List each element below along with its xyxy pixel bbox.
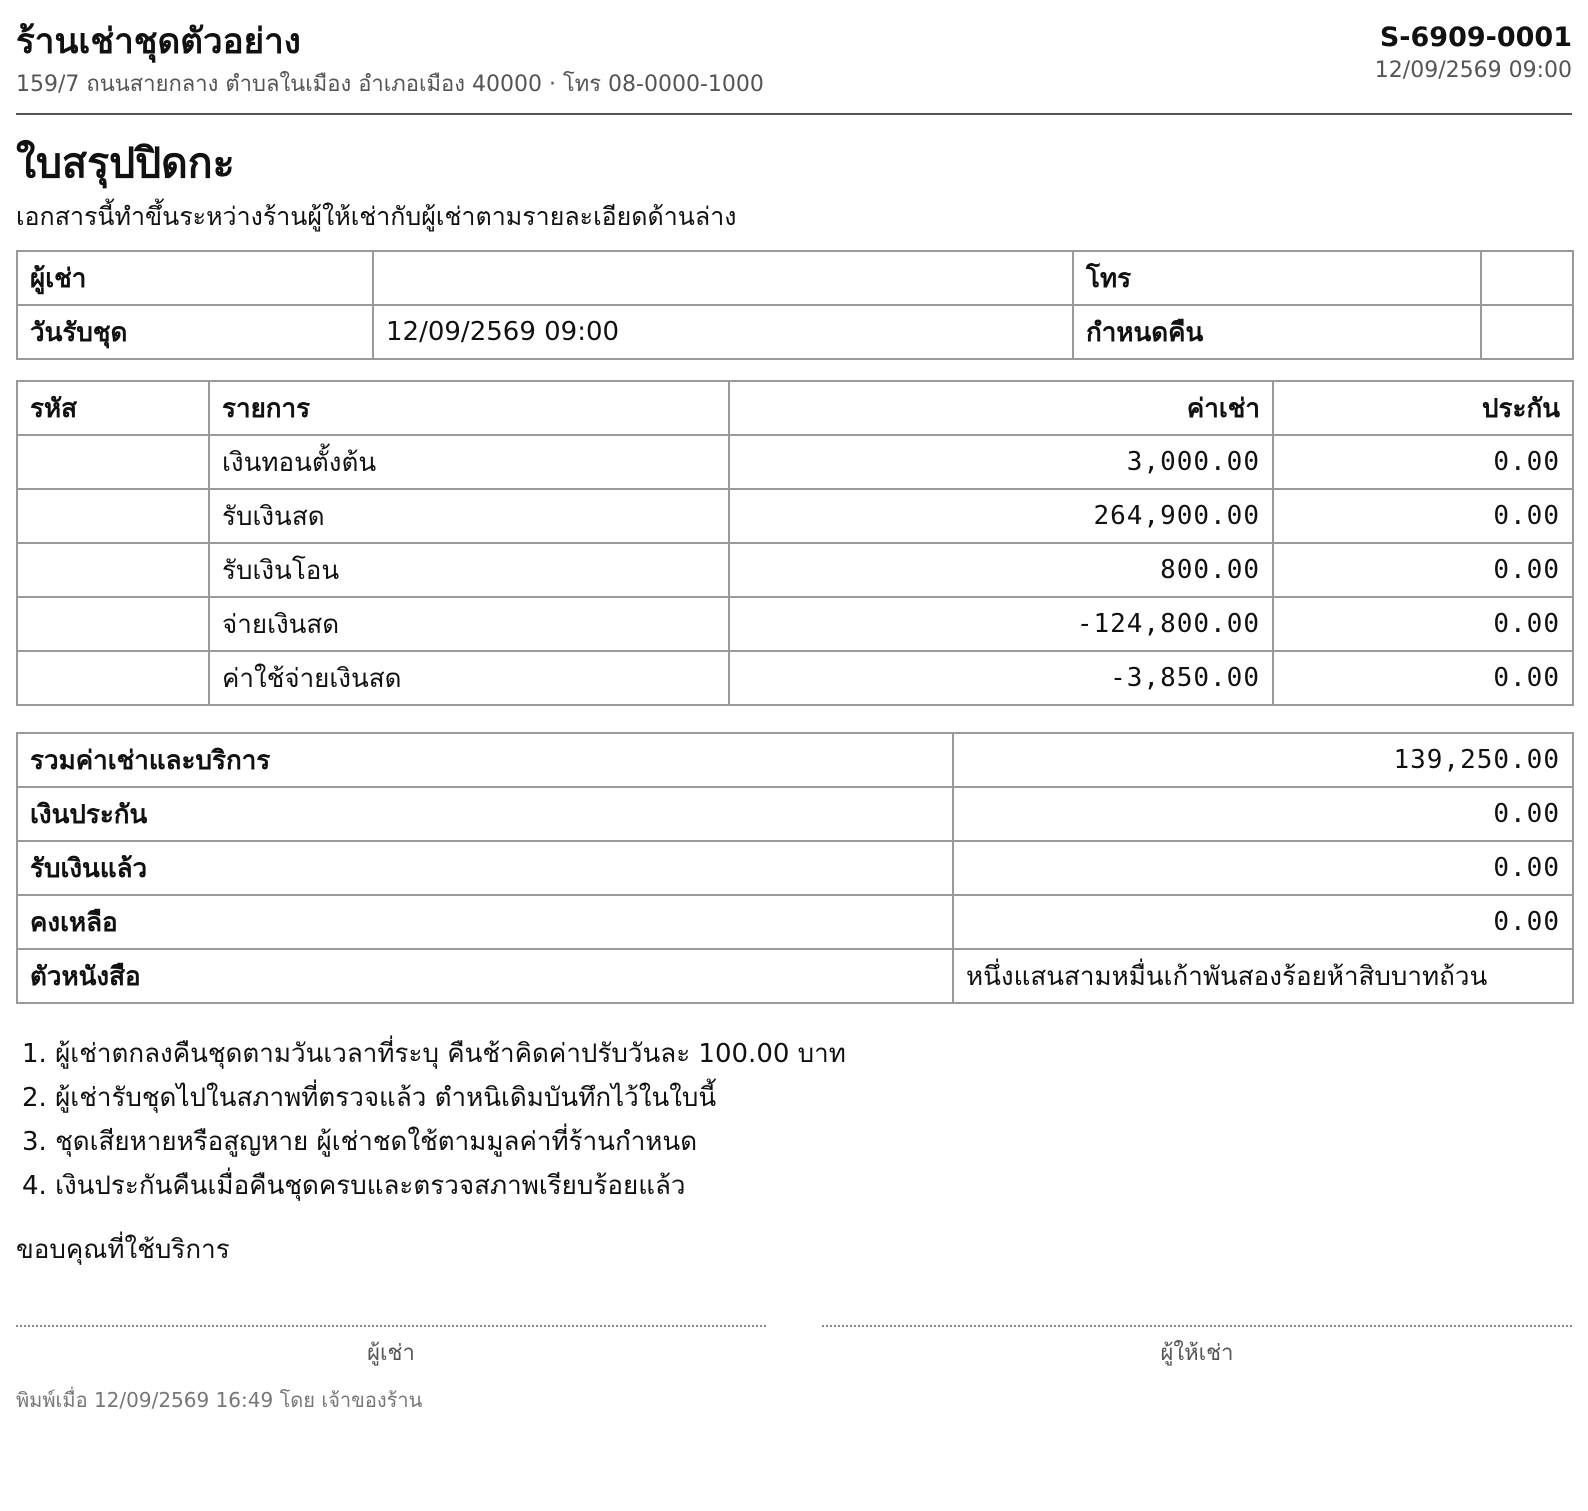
item-rent: 3,000.00 bbox=[729, 435, 1273, 489]
due-label: กำหนดคืน bbox=[1073, 305, 1481, 359]
renter-signature-line bbox=[16, 1325, 766, 1369]
document-datetime: 12/09/2569 09:00 bbox=[1374, 58, 1572, 83]
item-rent: 264,900.00 bbox=[729, 489, 1273, 543]
item-code bbox=[17, 651, 209, 705]
item-rent: -124,800.00 bbox=[729, 597, 1273, 651]
header-rent: ค่าเช่า bbox=[729, 381, 1273, 435]
items-header-row bbox=[17, 381, 1573, 435]
term-item: 2. ผู้เช่ารับชุดไปในสภาพที่ตรวจแล้ว ตำหนิเดิมบันทึกไว้ในใบนี้ bbox=[22, 1083, 717, 1113]
items-table bbox=[16, 380, 1574, 706]
table-row bbox=[17, 651, 1573, 705]
phone-label: โทร bbox=[1073, 251, 1481, 305]
item-deposit: 0.00 bbox=[1273, 597, 1573, 651]
phone-value bbox=[1481, 251, 1573, 305]
paid-label: รับเงินแล้ว bbox=[17, 841, 953, 895]
paid-row bbox=[17, 841, 1573, 895]
page-title: ใบสรุปปิดกะ bbox=[16, 139, 235, 187]
balance-row bbox=[17, 895, 1573, 949]
renter-info-table bbox=[16, 250, 1574, 360]
term-item: 3. ชุดเสียหายหรือสูญหาย ผู้เช่าชดใช้ตามมูลค่าที่ร้านกำหนด bbox=[22, 1127, 698, 1157]
item-code bbox=[17, 489, 209, 543]
shift-close-summary bbox=[16, 0, 1572, 1511]
document-number: S-6909-0001 bbox=[1379, 22, 1572, 53]
terms-list bbox=[22, 1032, 846, 1208]
amount-in-words-row bbox=[17, 949, 1573, 1003]
renter-row bbox=[17, 251, 1573, 305]
table-row bbox=[17, 489, 1573, 543]
item-deposit: 0.00 bbox=[1273, 489, 1573, 543]
lessor-signature-label: ผู้ให้เช่า bbox=[1160, 1341, 1234, 1366]
thank-you-note: ขอบคุณที่ใช้บริการ bbox=[16, 1235, 230, 1265]
term-item: 1. ผู้เช่าตกลงคืนชุดตามวันเวลาที่ระบุ คืนช้าคิดค่าปรับวันละ 100.00 บาท bbox=[22, 1039, 846, 1069]
page-subtitle: เอกสารนี้ทำขึ้นระหว่างร้านผู้ให้เช่ากับผู้เช่าตามรายละเอียดด้านล่าง bbox=[16, 202, 737, 231]
table-row bbox=[17, 435, 1573, 489]
item-name: จ่ายเงินสด bbox=[209, 597, 729, 651]
item-deposit: 0.00 bbox=[1273, 651, 1573, 705]
item-name: รับเงินโอน bbox=[209, 543, 729, 597]
term-item: 4. เงินประกันคืนเมื่อคืนชุดครบและตรวจสภาพเรียบร้อยแล้ว bbox=[22, 1171, 686, 1201]
lessor-signature-line bbox=[822, 1325, 1572, 1369]
document-header bbox=[16, 0, 1572, 115]
deposit-label: เงินประกัน bbox=[17, 787, 953, 841]
item-name: รับเงินสด bbox=[209, 489, 729, 543]
table-row bbox=[17, 597, 1573, 651]
renter-signature-label: ผู้เช่า bbox=[367, 1341, 415, 1366]
shop-name: ร้านเช่าชุดตัวอย่าง bbox=[16, 22, 301, 62]
total-rent-row bbox=[17, 733, 1573, 787]
item-name: เงินทอนตั้งต้น bbox=[209, 435, 729, 489]
deposit-row bbox=[17, 787, 1573, 841]
item-code bbox=[17, 543, 209, 597]
paid-value: 0.00 bbox=[953, 841, 1573, 895]
shop-address: 159/7 ถนนสายกลาง ตำบลในเมือง อำเภอเมือง 40000 · โทร 08-0000-1000 bbox=[16, 72, 764, 97]
header-deposit: ประกัน bbox=[1273, 381, 1573, 435]
pickup-row bbox=[17, 305, 1573, 359]
deposit-value: 0.00 bbox=[953, 787, 1573, 841]
item-deposit: 0.00 bbox=[1273, 435, 1573, 489]
pickup-value: 12/09/2569 09:00 bbox=[373, 305, 1073, 359]
table-row bbox=[17, 543, 1573, 597]
totals-table bbox=[16, 732, 1574, 1004]
item-code bbox=[17, 435, 209, 489]
amount-in-words-value: หนึ่งแสนสามหมื่นเก้าพันสองร้อยห้าสิบบาทถ้วน bbox=[953, 949, 1573, 1003]
renter-label: ผู้เช่า bbox=[17, 251, 373, 305]
item-rent: -3,850.00 bbox=[729, 651, 1273, 705]
total-rent-label: รวมค่าเช่าและบริการ bbox=[17, 733, 953, 787]
item-code bbox=[17, 597, 209, 651]
header-item: รายการ bbox=[209, 381, 729, 435]
pickup-label: วันรับชุด bbox=[17, 305, 373, 359]
due-value bbox=[1481, 305, 1573, 359]
balance-value: 0.00 bbox=[953, 895, 1573, 949]
header-code: รหัส bbox=[17, 381, 209, 435]
item-deposit: 0.00 bbox=[1273, 543, 1573, 597]
print-footer: พิมพ์เมื่อ 12/09/2569 16:49 โดย เจ้าของร้าน bbox=[16, 1388, 423, 1412]
total-rent-value: 139,250.00 bbox=[953, 733, 1573, 787]
amount-in-words-label: ตัวหนังสือ bbox=[17, 949, 953, 1003]
item-rent: 800.00 bbox=[729, 543, 1273, 597]
item-name: ค่าใช้จ่ายเงินสด bbox=[209, 651, 729, 705]
renter-value bbox=[373, 251, 1073, 305]
balance-label: คงเหลือ bbox=[17, 895, 953, 949]
